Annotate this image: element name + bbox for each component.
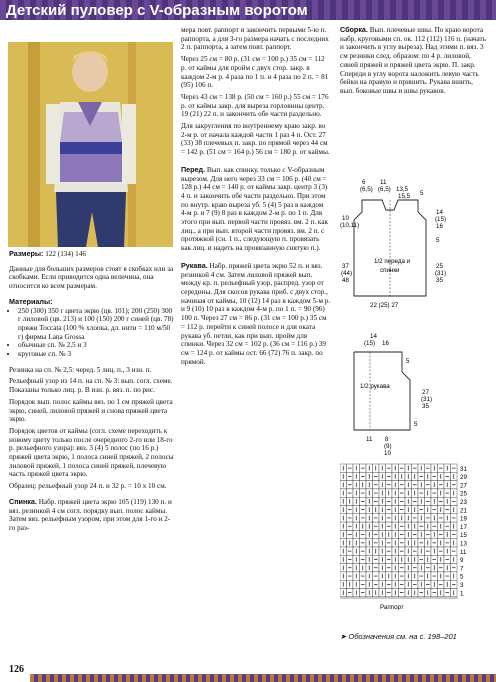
page-title: Детский пуловер с V-образным воротом [6,2,308,19]
row-number: 15 [460,532,467,540]
list-item: • обычные сп. № 2,5 и 3 [18,341,174,350]
paragraph: Через 43 см = 138 р. (50 см = 160 р.) 55 см = 176 р. от каймы закр. для вырезa горловины центр. 19 (21) 22 п. и закончить обе части раздельно. [181,92,329,119]
dim-label: 5 [436,237,440,244]
paragraph: Для закругления по внутреннему краю закр. во 2-м р. от начала каждой части 1 раз 4 п. Ост. 27 (33) 38 плечевых п. закр. по прямой через 44 см = 142 р. (51 см = 164 р.) 56 см = 180 р. от каймы. [181,122,330,157]
paragraph: Образец: рельефный узор 24 п. и 32 р. = 10 х 10 см. [9,482,167,491]
dim-label: 14 [370,333,377,340]
dim-label: (6,5) [360,186,373,193]
dim-label: 25 [436,263,443,270]
photo-illustration [8,42,173,247]
materials-list [9,307,174,359]
dim-label: 6 [362,179,366,186]
paragraph: Порядок цветов от каймы (согл. схеме переходить к новому цвету только после очередного 2-го или 18-го р. рельефного узора): вяз. 3 (4) 5 полос (по 16 р.) пряжей цвета экрю, 1 полоса синей пряжей, 2 полосы лиловой пряжей, 1 полоса синей пряжей, плечевую часть пряжей цвета экрю. [9,426,174,479]
dim-label: 5 [420,190,424,197]
row-numbers [460,466,467,598]
back-label: Спинка. [9,496,37,506]
row-number: 23 [460,499,467,506]
col1-text [9,250,174,533]
dim-label: (44) [341,270,353,277]
row-number: 27 [460,482,467,490]
dim-label: 27 [422,389,429,396]
front-text: Вып. как спинку, только с V-образным вырезом. Для него через 33 см = 106 р. (40 см = 128 р.) 44 см = 140 р. от каймы закр. центр 3 (3) 4 п. и закончить обе части раздельно. При этом по внутр. краю вырезa уб. 5 (4) 5 раз в каждом 4-м р. и 7 (9) 8 раз в каждом 2-м р. по 1 п. Для этого при вып. первой части провяз. вм. 2 п. как лиц., а при вып. второй части провяз. вм. 2 п. с протяжкой (сн. 1 п., следующую п. провязать как лиц. и надеть на провязанную снятую п.). [181,165,329,253]
dim-label: 5 [414,421,418,428]
dim-label: 13,5 [396,186,409,193]
dim-label: (15) [435,216,447,223]
sizes-label: Размеры: [9,249,44,258]
dim-label: (6,5) [378,186,391,193]
header-bar [0,0,496,20]
row-number: 3 [460,582,464,589]
row-number: 11 [460,548,467,556]
rapport-label: Раппорт [380,604,404,611]
dim-label: 11 [366,436,373,443]
dim-label: (10,11) [340,222,360,229]
row-number: 25 [460,490,467,498]
page-number: 126 [9,664,24,675]
row-number: 31 [460,465,467,473]
dim-label: 16 [436,223,443,230]
dim-label: 8 [385,436,389,443]
dim-label: 15,5 [398,193,411,200]
dim-label: (31) [421,396,433,403]
back-text: Набр. пряжей цвета экрю 105 (119) 130 п. и вяз. резинкой 4 см согл. порядку вып. полос каймы. Затем вяз. рельефным узором, при этом для 1-го и 2-го раз- [9,497,172,532]
body-schematic [340,176,490,326]
schematic-caption: 1/2 переда и [374,258,411,265]
paragraph: Рельефный узор из 14 п. на сп. № 3: вып. согл. схеме. Показаны только лиц. р. В изн. р. вяз. п. по рис. [9,377,173,395]
row-number: 7 [460,565,464,573]
assembly-text: Вып. плечевые швы. По краю ворота набр. круговыми сп. ок. 112 (112) 116 п. (начать и закончить в углу выреза). Над этими п. вяз. 3 см резинки след. образом: по 4 р. лиловой, синей пряжей и пряжей цвета экрю. П. закр. Спереди в углу ворота наложить левую часть бейки на правую и пришить. Рукава вшить, вып. боковые швы и швы рукавов. [340,26,486,95]
dim-label: 10 [384,450,391,457]
sleeve-schematic [340,330,490,458]
dim-label: 16 [382,340,389,347]
dim-label: 5 [406,358,410,365]
list-item: • круговые сп. № 3 [18,350,174,359]
paragraph: Порядок вып. полос каймы вяз. по 1 см пряжей цвета экрю, синей, лиловой пряжей и снова пряжей цвета экрю. [9,397,173,424]
sleeve-text: Набр. пряжей цвета экрю 52 п. и вяз. резинкой 4 см. Затем лиловой пряжей вып. между кр. п. рельефный узор, распред. узор от середины. Для скосов рукава приб. с двух стор., начиная от каймы, 10 (12) 14 раз в каждом 5-м р. и 9 (10) 10 раз в каждом 4-м р. по 1 п. = 90 (96) 100 п. Через 27 см = 86 р. (31 см = 100 р.) 35 см = 112 р. перейти к синей полосе и для оката рукава уб. петли, как при вып. пройм для спинки. Через 32 см = 102 р. (36 см = 116 р.) 39 см = 124 р. от каймы ост. 66 (72) 76 п. закр. по прямой. [181,261,331,366]
bottom-band [30,674,496,682]
dim-label: 14 [436,209,443,216]
dim-label: 37 [342,263,349,270]
row-number: 1 [460,590,464,598]
col2-text [181,26,331,366]
dim-label: 10 [342,215,349,222]
sizes-value: 122 (134) 146 [43,250,86,258]
dim-label: (15) [364,340,376,347]
row-number: 19 [460,515,467,523]
paragraph: Через 25 см = 80 р. (31 см = 100 р.) 35 см = 112 р. от каймы для пройм с двух стор. закр. в каждом 2-м р. 4 раза по 1 п. и 4 раза по 2 п. = 81 (95) 106 п. [181,55,329,90]
arrow-icon: ➤ [340,632,349,641]
dim-label: 35 [436,277,443,284]
row-number: 13 [460,540,467,548]
dim-label: (31) [435,270,447,277]
pattern-chart [340,462,490,614]
schematic-caption: спинки [380,267,400,274]
schematic-caption: 1/2 рукава [360,383,390,390]
row-number: 5 [460,573,464,581]
legend-reference [340,632,457,641]
row-number: 9 [460,557,464,565]
front-label: Перед. [181,164,206,174]
list-item: • 250 (300) 350 г цвета экрю (цв. 101); 200 (250) 300 г лиловой (цв. 213) и 100 (150) 200 г синей (цв. 78) пряжи Toccata (100 % хлопка, дл. нити = 110 м/50 г) фирмы Lana Grossa [18,307,174,342]
row-number: 21 [460,507,467,515]
dim-label: 11 [380,179,387,186]
row-number: 17 [460,523,467,531]
dim-label: 48 [342,277,349,284]
paragraph: Резинка на сп. № 2,5: черед. 5 лиц. п., 3 изн. п. [9,365,152,374]
product-photo [8,42,173,247]
paragraph: мера повт. раппорт и закончить первыми 5-ю п. раппорта, а для 3-го размера начать с последних 2 п. раппорта, а затем повт. раппорт. [181,26,329,52]
pattern-grid [340,464,457,597]
materials-label: Материалы: [9,296,53,306]
row-number: 29 [460,474,467,482]
col3-text [340,26,488,96]
dim-label: (9) [384,443,392,450]
sleeve-label: Рукава. [181,260,208,270]
dim-label: 35 [422,403,429,410]
dim-label: 22 (25) 27 [370,302,399,309]
sizes-note: Данные для больших размеров стоят в скобках или за скобками. Если приводится одна величина, она относится ко всем размерам. [9,264,174,291]
assembly-label: Сборка. [340,25,368,34]
footer-note-text: Обозначения см. на с. 198–201 [348,632,457,641]
